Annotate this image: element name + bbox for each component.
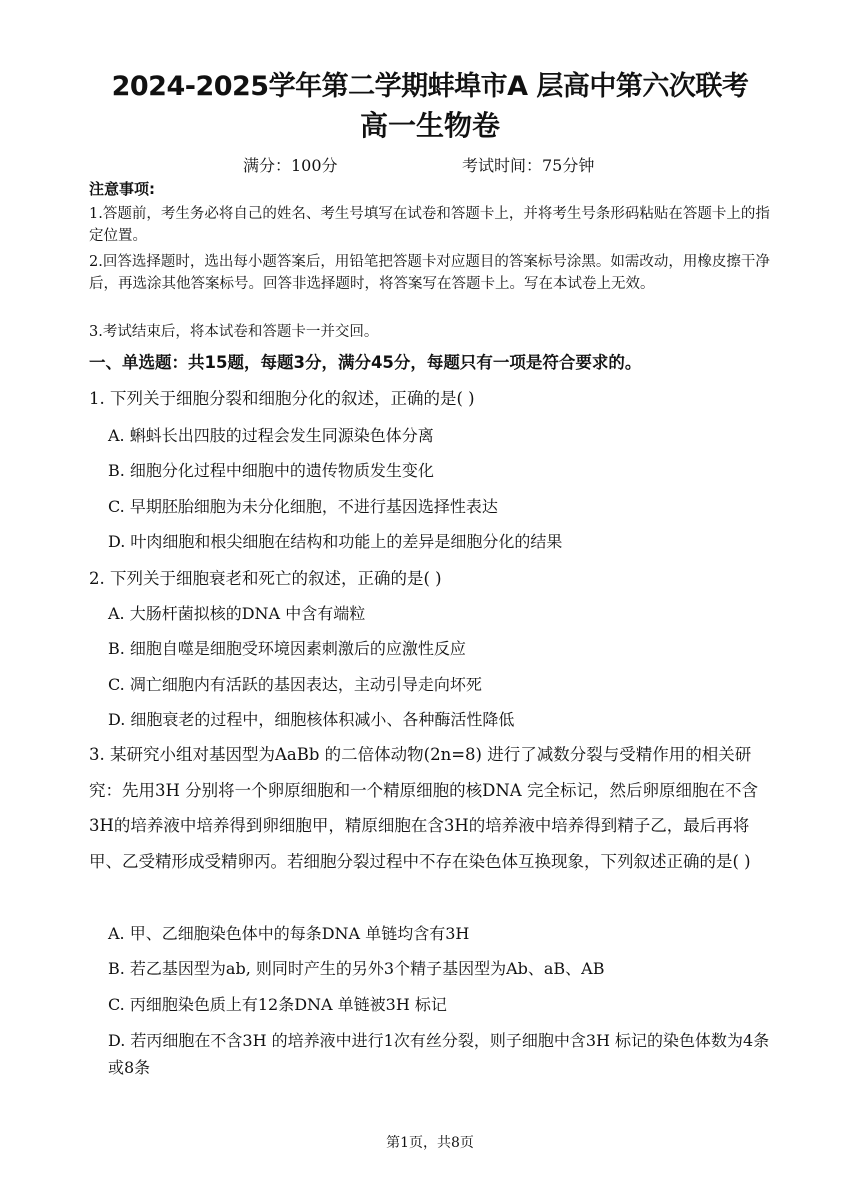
question-stem: 1. 下列关于细胞分裂和细胞分化的叙述，正确的是( ) (89, 389, 475, 408)
exam-subtitle: 高一生物卷 (359, 109, 500, 142)
question-option: B. 若乙基因型为ab, 则同时产生的另外3个精子基因型为Ab、aB、AB (108, 959, 605, 978)
question-stem: 2. 下列关于细胞衰老和死亡的叙述，正确的是( ) (89, 569, 442, 588)
question-option: C. 早期胚胎细胞为未分化细胞，不进行基因选择性表达 (108, 497, 498, 516)
question-option: D. 细胞衰老的过程中，细胞核体积减小、各种酶活性降低 (108, 710, 515, 729)
full-score: 满分：100分 (243, 156, 338, 175)
question-option: D. 若丙细胞在不含3H 的培养液中进行1次有丝分裂，则子细胞中含3H 标记的染色体数为4条或8条 (108, 1031, 770, 1077)
question-option: C. 凋亡细胞内有活跃的基因表达，主动引导走向坏死 (108, 675, 482, 694)
notes-heading: 注意事项: (89, 180, 155, 198)
exam-title: 2024-2025学年第二学期蚌埠市A 层高中第六次联考 (111, 71, 749, 102)
exam-time: 考试时间：75分钟 (462, 156, 595, 175)
question-option: B. 细胞自噬是细胞受环境因素刺激后的应激性反应 (108, 639, 466, 658)
question-option: A. 蝌蚪长出四肢的过程会发生同源染色体分离 (108, 426, 434, 445)
page-number: 第1页，共8页 (386, 1135, 474, 1151)
question-option: A. 甲、乙细胞染色体中的每条DNA 单链均含有3H (108, 924, 470, 943)
question-option: A. 大肠杆菌拟核的DNA 中含有端粒 (108, 604, 366, 623)
note-item: 1.答题前，考生务必将自己的姓名、考生号填写在试卷和答题卡上，并将考生号条形码粘贴在答题卡上的指定位置。 (89, 206, 770, 244)
question-option: B. 细胞分化过程中细胞中的遗传物质发生变化 (108, 461, 434, 480)
note-item: 3.考试结束后，将本试卷和答题卡一并交回。 (89, 324, 379, 340)
question-option: D. 叶肉细胞和根尖细胞在结构和功能上的差异是细胞分化的结果 (108, 532, 563, 551)
question-stem: 3. 某研究小组对基因型为AaBb 的二倍体动物(2n=8) 进行了减数分裂与受精作用的相关研究：先用3H 分别将一个卵原细胞和一个精原细胞的核DNA 完全标记，然后卵原细胞在不含3H的培养液中培养得到卵细胞甲，精原细胞在含3H的培养液中培养得到精子乙，最后再将甲、乙受精形成受精卵丙。若细胞分裂过程中不存在染色体互换现象，下列叙述正确的是( ) (89, 745, 758, 871)
section-heading: 一、单选题：共15题，每题3分，满分45分，每题只有一项是符合要求的。 (89, 353, 642, 372)
note-item: 2.回答选择题时，选出每小题答案后，用铅笔把答题卡对应题目的答案标号涂黑。如需改动，用橡皮擦干净后，再选涂其他答案标号。回答非选择题时，将答案写在答题卡上。写在本试卷上无效。 (89, 254, 770, 292)
question-option: C. 丙细胞染色质上有12条DNA 单链被3H 标记 (108, 995, 447, 1014)
